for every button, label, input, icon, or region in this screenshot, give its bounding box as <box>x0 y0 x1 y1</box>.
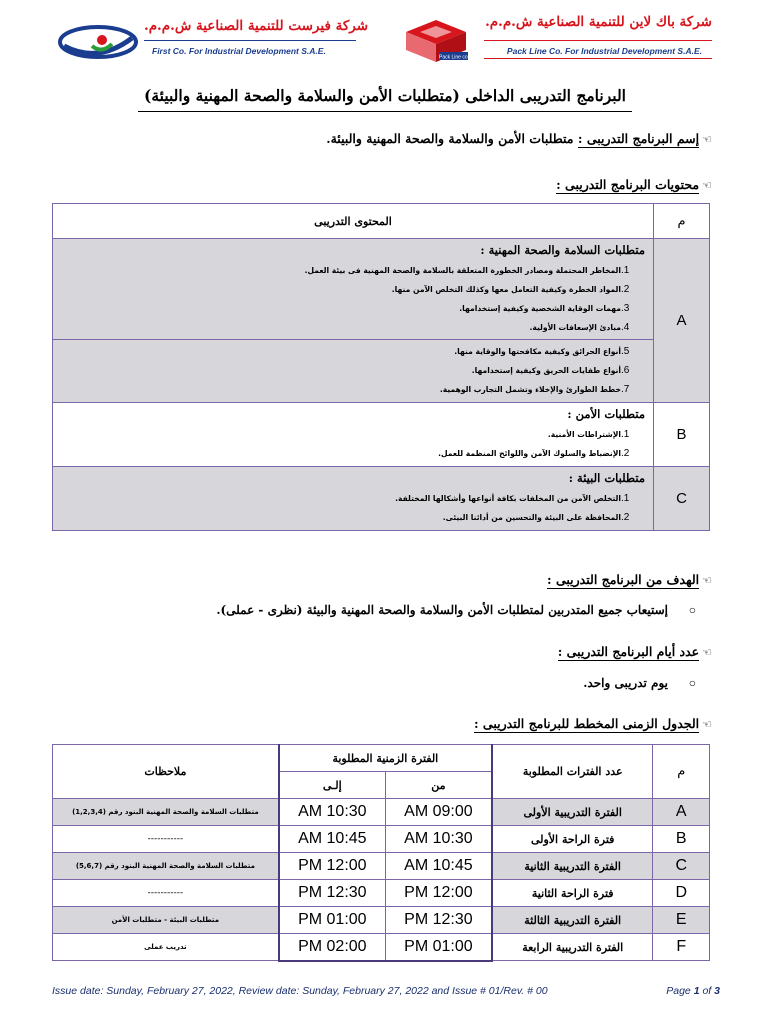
circle-bullet-icon: ○ <box>688 603 696 617</box>
row-code: A <box>654 239 710 403</box>
schedule-heading <box>474 716 712 731</box>
days-label: عدد أيام البرنامج التدريبى : <box>557 644 700 659</box>
row-period: الفترة التدريبية الثانية <box>492 853 653 880</box>
program-name-label: إسم البرنامج التدريبى : <box>577 131 700 146</box>
table-row <box>53 853 710 880</box>
row-to: 02:00 PM <box>279 934 386 961</box>
table-row <box>53 826 710 853</box>
days-bullet <box>583 676 696 690</box>
row-from: 01:00 PM <box>385 934 492 961</box>
contents-row-a <box>53 239 710 403</box>
first-co-name-ar: شركة فيرست للتنمية الصناعية ش.م.م. <box>144 18 369 34</box>
row-content <box>53 467 654 531</box>
schedule-label: الجدول الزمنى المخطط للبرنامج التدريبى : <box>473 716 700 731</box>
col-time-header: الفترة الزمنية المطلوبة <box>279 745 492 772</box>
table-row <box>53 907 710 934</box>
row-to: 10:45 AM <box>279 826 386 853</box>
document-title: البرنامج التدريبى الداخلى (متطلبات الأمن والسلامة والصحة المهنية والبيئة) <box>144 86 626 105</box>
list-item: 7.خطط الطوارئ والإخلاء وتشمل التجارب الوهمية. <box>439 384 630 395</box>
row-to: 10:30 AM <box>279 799 386 826</box>
pointing-hand-icon: ☞ <box>702 179 712 192</box>
row-content <box>53 239 654 403</box>
schedule-table <box>52 744 710 962</box>
list-item: 1.المخاطر المحتملة ومصادر الخطورة المتعلقة بالسلامة والصحة المهنية فى بيئة العمل. <box>304 265 630 276</box>
list-item: 2.الإنضباط والسلوك الآمن واللوائح المنظمة للعمل. <box>438 448 630 459</box>
row-code: E <box>653 907 710 934</box>
col-m-header: م <box>654 204 710 239</box>
row-code: D <box>653 880 710 907</box>
title-underline <box>138 111 632 112</box>
contents-row-b <box>53 403 710 467</box>
list-item: 1.الإشتراطات الأمنية. <box>547 429 630 440</box>
section-heading: متطلبات الأمن : <box>567 407 645 421</box>
objective-heading <box>547 572 712 587</box>
schedule-header-row <box>53 745 710 772</box>
row-to: 12:30 PM <box>279 880 386 907</box>
first-co-block <box>52 14 369 64</box>
row-note: متطلبات السلامة والصحة المهنية البنود رقم (1,2,3,4) <box>53 799 279 826</box>
row-note: متطلبات السلامة والصحة المهنية البنود رقم (5,6,7) <box>53 853 279 880</box>
section-heading: متطلبات البيئة : <box>568 471 645 485</box>
circle-bullet-icon: ○ <box>688 676 696 690</box>
item-list <box>59 489 645 527</box>
page-footer <box>52 985 720 997</box>
contents-row-c <box>53 467 710 531</box>
packline-name-ar: شركة باك لاين للتنمية الصناعية ش.م.م. <box>485 14 712 30</box>
col-content-header: المحتوى التدريبى <box>53 204 654 239</box>
row-from: 09:00 AM <box>385 799 492 826</box>
row-period: فترة الراحة الأولى <box>492 826 653 853</box>
item-list-fire <box>53 339 653 399</box>
contents-table <box>52 203 710 531</box>
pointing-hand-icon: ☞ <box>702 133 712 146</box>
row-period: الفترة التدريبية الثالثة <box>492 907 653 934</box>
row-from: 10:45 AM <box>385 853 492 880</box>
objective-text: إستيعاب جميع المتدربين لمتطلبات الأمن والسلامة والصحة المهنية والبيئة (نظرى - عملى). <box>216 603 668 617</box>
svg-text:Pack Line co.: Pack Line co. <box>438 54 470 61</box>
list-item: 2.المحافظة على البيئة والتحسين من أدائنا البيئى. <box>442 512 630 523</box>
row-to: 01:00 PM <box>279 907 386 934</box>
pointing-hand-icon: ☞ <box>702 574 712 587</box>
packline-block <box>394 14 712 64</box>
list-item: 6.أنواع طفايات الحريق وكيفية إستخدامها. <box>471 365 630 376</box>
col-m-header: م <box>653 745 710 799</box>
packline-name-en: Pack Line Co. For Industrial Development S.A.E. <box>506 46 702 56</box>
first-co-logo-icon <box>58 24 138 60</box>
table-row <box>53 880 710 907</box>
contents-heading <box>556 177 712 192</box>
list-item: 3.مهمات الوقاية الشخصية وكيفية إستخدامها. <box>459 303 630 314</box>
row-code: F <box>653 934 710 961</box>
packline-rule-2 <box>484 58 712 59</box>
list-item: 1.التخلص الآمن من المخلفات بكافة أنواعها وأشكالها المختلفة. <box>395 493 630 504</box>
row-note: ----------- <box>53 826 279 853</box>
packline-rule <box>484 40 712 41</box>
objective-label: الهدف من البرنامج التدريبى : <box>547 572 700 587</box>
contents-label: محتويات البرنامج التدريبى : <box>556 177 700 192</box>
row-code: C <box>654 467 710 531</box>
row-code: B <box>654 403 710 467</box>
program-name-line <box>326 131 712 146</box>
table-row <box>53 799 710 826</box>
col-to-header: إلـى <box>279 772 386 799</box>
row-note: ----------- <box>53 880 279 907</box>
col-periods-header: عدد الفترات المطلوبة <box>492 745 653 799</box>
first-co-rule <box>144 40 356 41</box>
item-list <box>59 261 645 337</box>
page-number: Page 1 of 3 <box>666 985 720 997</box>
list-item: 5.أنواع الحرائق وكيفية مكافحتها والوقاية منها. <box>454 346 630 357</box>
row-note: تدريب عملى <box>53 934 279 961</box>
row-period: فترة الراحة الثانية <box>492 880 653 907</box>
col-notes-header: ملاحظات <box>53 745 279 799</box>
section-heading: متطلبات السلامة والصحة المهنية : <box>480 243 645 257</box>
list-item: 4.مبادئ الإسعافات الأولية. <box>529 322 630 333</box>
row-content <box>53 403 654 467</box>
item-list <box>59 425 645 463</box>
row-code: C <box>653 853 710 880</box>
row-period: الفترة التدريبية الرابعة <box>492 934 653 961</box>
issue-info: Issue date: Sunday, February 27, 2022, Review date: Sunday, February 27, 2022 and Issue # 01/Rev. # 00 <box>52 985 548 997</box>
row-from: 12:30 PM <box>385 907 492 934</box>
col-from-header: من <box>385 772 492 799</box>
table-row <box>53 934 710 961</box>
row-code: B <box>653 826 710 853</box>
first-co-name-en: First Co. For Industrial Development S.A.E. <box>152 46 326 56</box>
days-heading <box>558 644 712 659</box>
pointing-hand-icon: ☞ <box>702 646 712 659</box>
letterhead <box>52 14 712 64</box>
contents-header-row <box>53 204 710 239</box>
pointing-hand-icon: ☞ <box>702 718 712 731</box>
row-from: 12:00 PM <box>385 880 492 907</box>
packline-logo-icon <box>400 18 472 64</box>
objective-bullet <box>216 603 696 617</box>
row-period: الفترة التدريبية الأولى <box>492 799 653 826</box>
days-text: يوم تدريبى واحد. <box>583 676 668 690</box>
row-note: متطلبات البيئة - متطلبات الأمن <box>53 907 279 934</box>
list-item: 2.المواد الخطرة وكيفية التعامل معها وكذلك التخلص الآمن منها. <box>391 284 630 295</box>
program-name-value: متطلبات الأمن والسلامة والصحة المهنية والبيئة. <box>326 131 574 146</box>
row-from: 10:30 AM <box>385 826 492 853</box>
row-to: 12:00 PM <box>279 853 386 880</box>
row-code: A <box>653 799 710 826</box>
